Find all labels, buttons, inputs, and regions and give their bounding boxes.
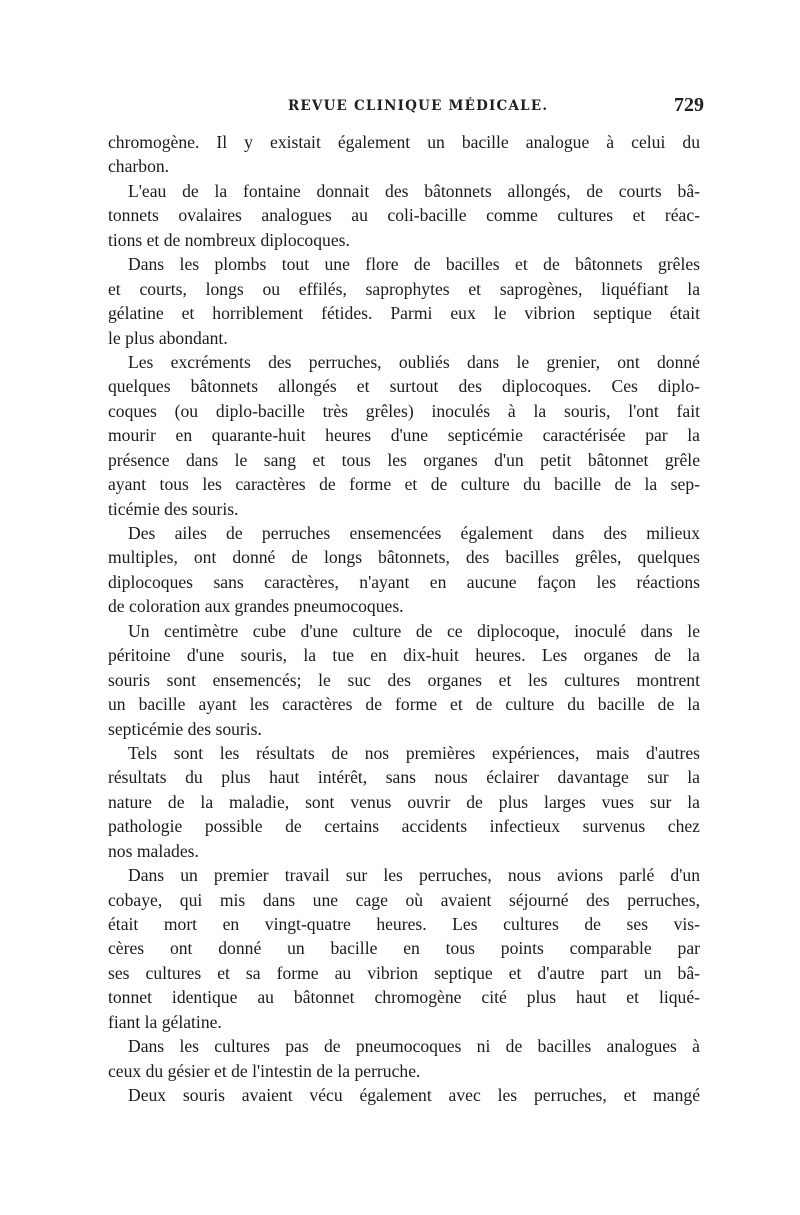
text-line: Un centimètre cube d'une culture de ce diplocoque, inoculé dans le <box>128 620 700 641</box>
text-line: souris sont ensemencés; le suc des organes et les cultures montrent <box>108 669 700 690</box>
text-line: de coloration aux grandes pneumocoques. <box>108 596 404 617</box>
text-line: tions et de nombreux diplocoques. <box>108 229 350 250</box>
text-line: fiant la gélatine. <box>108 1011 222 1032</box>
text-line: un bacille ayant les caractères de forme et de culture du bacille de la <box>108 694 700 715</box>
text-line: et courts, longs ou effilés, saprophytes et saprogènes, liquéfiant la <box>108 278 700 299</box>
text-line: ses cultures et sa forme au vibrion septique et d'autre part un bâ- <box>108 962 700 983</box>
text-line: charbon. <box>108 156 170 177</box>
text-line: L'eau de la fontaine donnait des bâtonnets allongés, de courts bâ- <box>128 180 700 201</box>
text-line: Des ailes de perruches ensemencées également dans des milieux <box>128 523 700 543</box>
text-line: coques (ou diplo-bacille très grêles) inoculés à la souris, l'ont fait <box>108 400 700 421</box>
text-line: Tels sont les résultats de nos premières expériences, mais d'autres <box>128 742 700 763</box>
text-line: septicémie des souris. <box>108 718 262 739</box>
text-line: Dans les plombs tout une flore de bacilles et de bâtonnets grêles <box>128 254 700 275</box>
text-line: le plus abondant. <box>108 327 228 348</box>
text-line: cères ont donné un bacille en tous points comparable par <box>108 938 700 959</box>
text-line: ceux du gésier et de l'intestin de la perruche. <box>108 1060 421 1081</box>
text-line: tonnet identique au bâtonnet chromogène cité plus haut et liqué- <box>108 987 700 1008</box>
text-line: nos malades. <box>108 840 199 861</box>
text-line: était mort en vingt-quatre heures. Les cultures de ses vis- <box>108 914 700 934</box>
text-line: ayant tous les caractères de forme et de culture du bacille de la sep- <box>108 474 700 495</box>
text-line: Dans un premier travail sur les perruches, nous avions parlé d'un <box>128 865 700 886</box>
text-line: cobaye, qui mis dans une cage où avaient séjourné des perruches, <box>108 889 700 910</box>
text-line: Deux souris avaient vécu également avec les perruches, et mangé <box>128 1085 700 1106</box>
page-header <box>108 94 708 122</box>
text-line: Les excréments des perruches, oubliés dans le grenier, ont donné <box>128 351 700 372</box>
body-text <box>108 130 700 1108</box>
text-line: présence dans le sang et tous les organes d'un petit bâtonnet grêle <box>108 449 700 470</box>
text-line: péritoine d'une souris, la tue en dix-huit heures. Les organes de la <box>108 645 700 666</box>
page-number: 729 <box>674 94 704 116</box>
text-line: gélatine et horriblement fétides. Parmi eux le vibrion septique était <box>108 303 700 324</box>
running-head: REVUE CLINIQUE MÉDICALE. <box>288 98 549 114</box>
text-line: tonnets ovalaires analogues au coli-bacille comme cultures et réac- <box>108 205 700 226</box>
text-line: résultats du plus haut intérêt, sans nous éclairer davantage sur la <box>108 767 700 788</box>
text-line: ticémie des souris. <box>108 498 239 519</box>
text-line: chromogène. Il y existait également un bacille analogue à celui du <box>108 132 700 152</box>
text-line: Dans les cultures pas de pneumocoques ni de bacilles analogues à <box>128 1036 700 1057</box>
text-line: diplocoques sans caractères, n'ayant en aucune façon les réactions <box>108 571 700 592</box>
text-line: quelques bâtonnets allongés et surtout des diplocoques. Ces diplo- <box>108 376 700 397</box>
text-line: pathologie possible de certains accidents infectieux survenus chez <box>108 816 700 837</box>
text-line: nature de la maladie, sont venus ouvrir de plus larges vues sur la <box>108 791 700 812</box>
text-line: multiples, ont donné de longs bâtonnets, des bacilles grêles, quelques <box>108 547 700 568</box>
text-line: mourir en quarante-huit heures d'une septicémie caractérisée par la <box>108 425 700 446</box>
